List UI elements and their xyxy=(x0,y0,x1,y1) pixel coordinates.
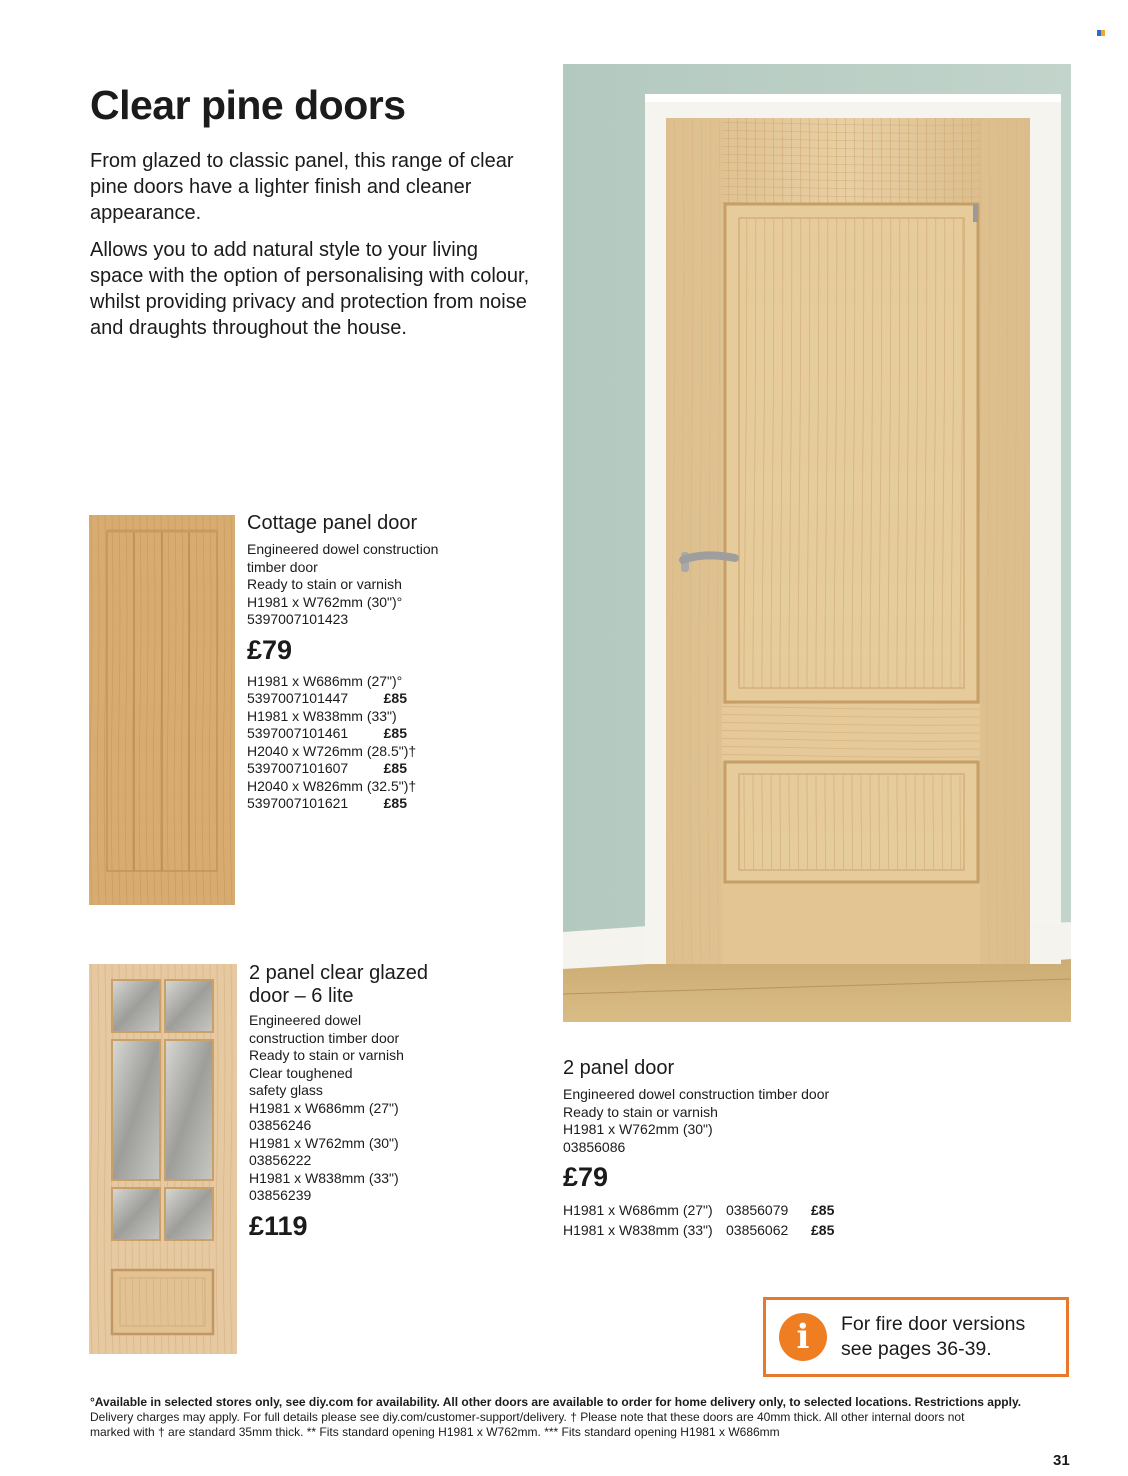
product-code: 03856086 xyxy=(563,1138,626,1155)
product-name: Cottage panel door xyxy=(247,512,418,534)
fire-door-text xyxy=(841,1312,1025,1362)
feature-line: timber door xyxy=(247,558,318,575)
feature-line: H1981 x W762mm (30")° xyxy=(247,593,403,610)
variant-code: 5397007101447 xyxy=(247,690,349,706)
variant-size: H2040 x W826mm (32.5")† xyxy=(247,777,417,794)
variant-size: H1981 x W838mm (33") xyxy=(563,1222,713,1238)
variant-row xyxy=(247,742,417,778)
feature-line: Engineered dowel construction timber door xyxy=(563,1086,830,1102)
variant-price: £85 xyxy=(811,1222,835,1238)
feature-line: H1981 x W762mm (30") xyxy=(563,1121,713,1137)
intro-paragraph-1: From glazed to classic panel, this range of clear pine doors have a lighter finish and cleaner appearance. xyxy=(90,150,514,224)
variant-code: 03856062 xyxy=(726,1222,789,1238)
info-icon: i xyxy=(779,1313,827,1361)
product-price: £79 xyxy=(247,634,293,665)
footnote-line-3: marked with † are standard 35mm thick. ** Fits standard opening H1981 x W762mm. *** Fits standard opening H1981 x W686mm xyxy=(90,1425,780,1439)
feature-line: safety glass xyxy=(249,1082,323,1098)
variant-price: £85 xyxy=(383,760,407,776)
glazed-door-image xyxy=(89,964,237,1354)
feature-line: Ready to stain or varnish xyxy=(247,576,402,592)
variant-size: H2040 x W726mm (28.5")† xyxy=(247,742,417,759)
product-price: £79 xyxy=(563,1162,609,1192)
intro-text xyxy=(90,148,530,352)
variant-row xyxy=(563,1220,834,1240)
variant-code: 5397007101607 xyxy=(247,760,349,776)
fire-door-line-2: see pages 36-39. xyxy=(841,1338,992,1360)
variant-code: 03856222 xyxy=(249,1152,312,1168)
feature-line: Clear toughened xyxy=(249,1064,353,1081)
cottage-panel-door-info xyxy=(247,512,438,813)
variant-code: 03856239 xyxy=(249,1187,312,1203)
feature-line: Engineered dowel construction xyxy=(247,541,439,557)
cottage-door-image xyxy=(89,515,235,905)
variant-size: H1981 x W686mm (27") xyxy=(249,1099,399,1116)
variant-size: H1981 x W762mm (30") xyxy=(249,1134,399,1151)
variant-price: £85 xyxy=(383,725,407,741)
intro-paragraph-2: Allows you to add natural style to your living space with the option of personalising with colour, whilst providing privacy and protection from noise and draughts throughout the house. xyxy=(90,239,530,339)
variant-row xyxy=(563,1200,834,1220)
variant-price: £85 xyxy=(383,795,407,811)
variant-size: H1981 x W686mm (27")° xyxy=(247,672,403,689)
product-name xyxy=(249,962,428,1008)
variant-price: £85 xyxy=(811,1202,835,1218)
product-code: 5397007101423 xyxy=(247,611,349,627)
product-name-line-1: 2 panel clear glazed xyxy=(249,962,429,984)
hero-door-photo xyxy=(563,64,1071,1022)
variant-code: 03856246 xyxy=(249,1117,312,1133)
fire-door-callout xyxy=(763,1297,1069,1377)
page-title: Clear pine doors xyxy=(90,82,406,128)
footnote-line-1: °Available in selected stores only, see diy.com for availability. All other doors are available to order for home delivery only, to selected locations. Restrictions apply. xyxy=(90,1395,1022,1409)
footnote-line-2: Delivery charges may apply. For full details please see diy.com/customer-support/delivery. † Please note that these doors are 40mm thick. All other internal doors not xyxy=(90,1410,965,1424)
variant-row xyxy=(247,777,417,813)
feature-line: Ready to stain or varnish xyxy=(563,1103,718,1120)
variant-size: H1981 x W838mm (33") xyxy=(249,1169,399,1186)
product-name-line-2: door – 6 lite xyxy=(249,985,354,1007)
fire-door-line-1: For fire door versions xyxy=(841,1313,1026,1335)
product-price: £119 xyxy=(249,1210,308,1241)
variant-size: H1981 x W686mm (27") xyxy=(563,1202,713,1218)
feature-line: Engineered dowel xyxy=(249,1012,362,1028)
glazed-door-info xyxy=(249,962,428,1249)
variant-row xyxy=(247,708,407,743)
variant-code: 5397007101621 xyxy=(247,795,349,811)
feature-line: Ready to stain or varnish xyxy=(249,1047,404,1063)
two-panel-door-info xyxy=(563,1057,834,1240)
variant-code: 5397007101461 xyxy=(247,725,349,741)
variant-size: H1981 x W838mm (33") xyxy=(247,707,397,724)
product-name: 2 panel door xyxy=(563,1057,675,1079)
variant-code: 03856079 xyxy=(726,1202,789,1218)
brand-mark-icon xyxy=(1097,30,1105,36)
footnote xyxy=(90,1395,1050,1440)
variant-row xyxy=(247,673,407,708)
feature-line: construction timber door xyxy=(249,1029,400,1046)
page-number: 31 xyxy=(1053,1452,1070,1469)
variant-price: £85 xyxy=(383,690,407,706)
